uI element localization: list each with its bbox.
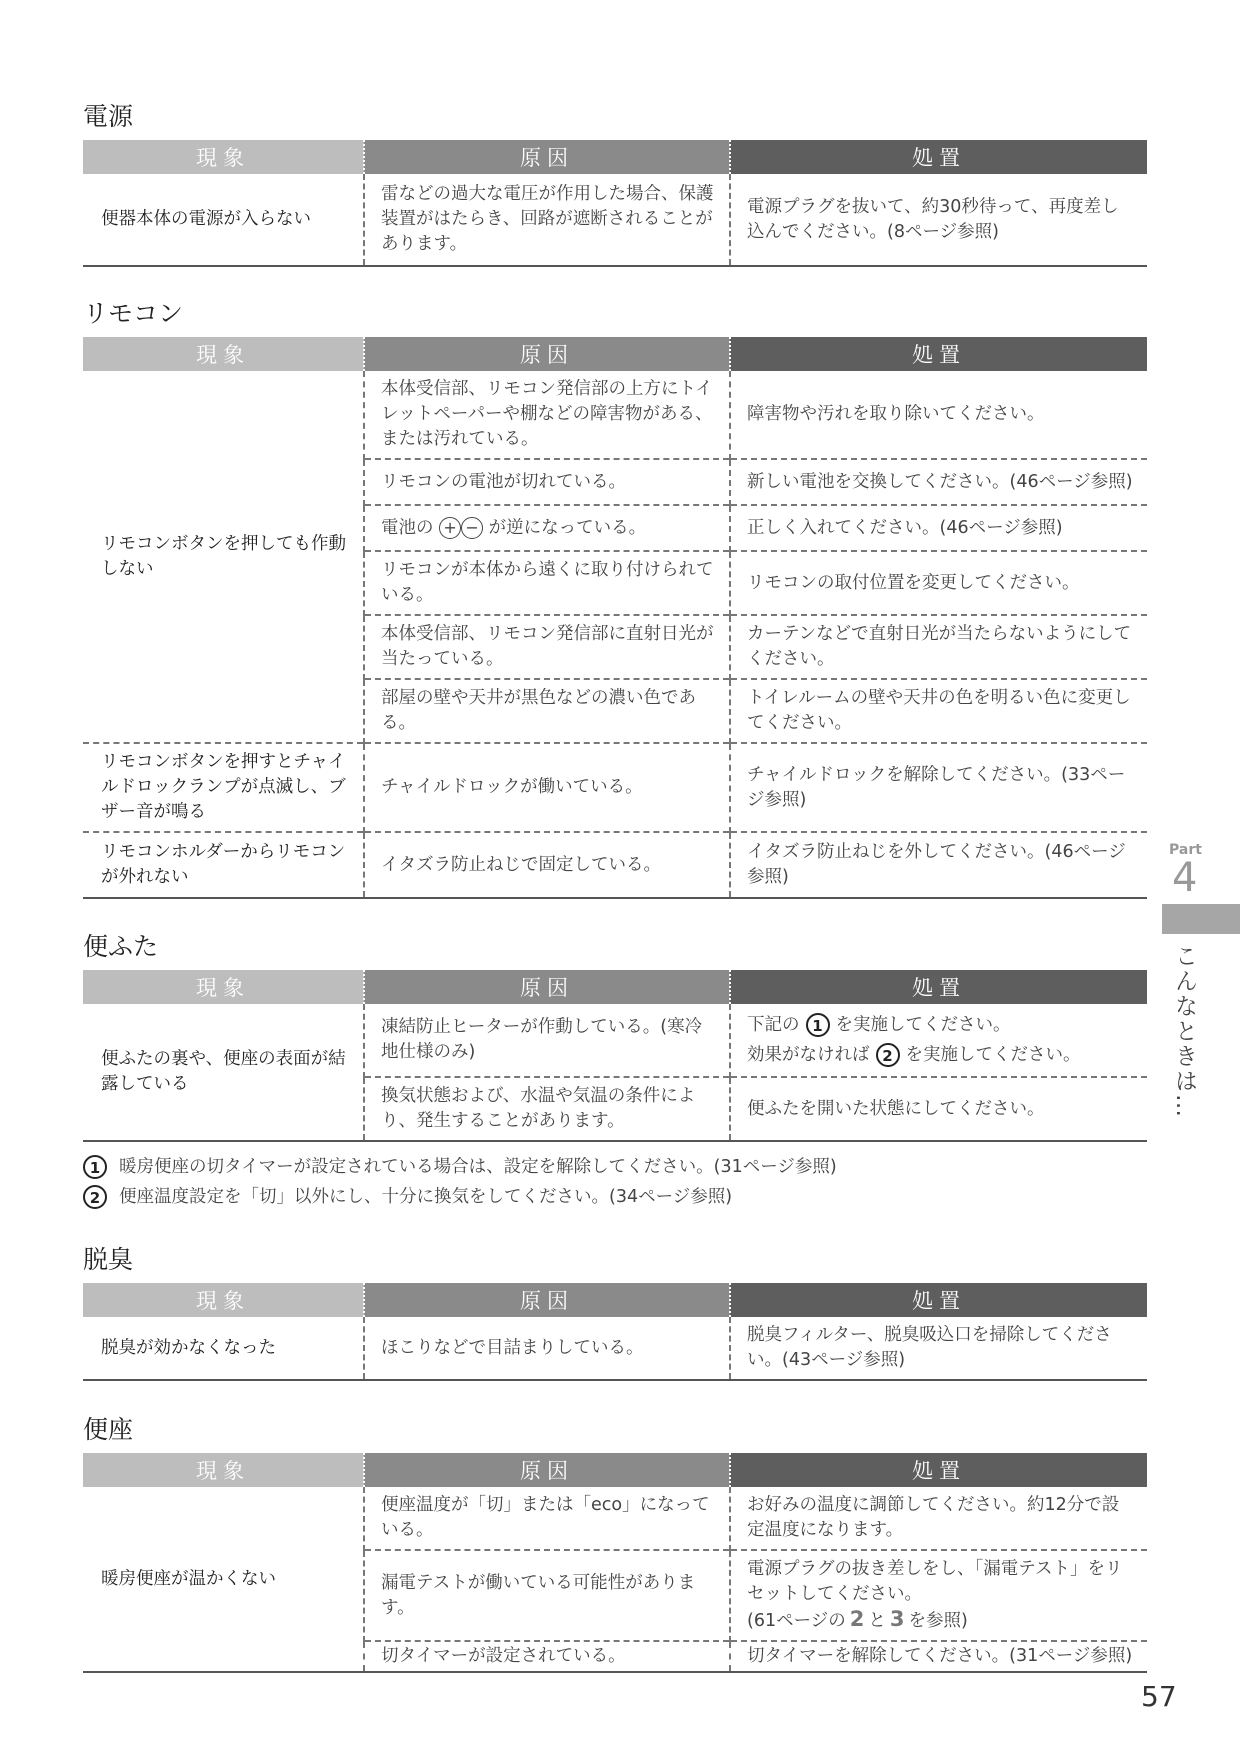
remedy-cell: 切タイマーを解除してください。(31ページ参照) <box>730 1641 1147 1672</box>
circled-number-2: 2 <box>876 1043 900 1067</box>
cause-prefix: 電池の <box>381 517 434 538</box>
remedy-cell: 新しい電池を交換してください。(46ページ参照) <box>730 459 1147 505</box>
remedy-cell: リモコンの取付位置を変更してください。 <box>730 551 1147 615</box>
circled-number-1: 1 <box>83 1155 107 1179</box>
cause-cell: 便座温度が「切」または「eco」になっている。 <box>364 1487 730 1550</box>
section-remote <box>83 297 1147 899</box>
section-title-power: 電源 <box>83 102 134 131</box>
remedy-cell <box>730 1550 1147 1641</box>
cause-cell: イタズラ防止ねじで固定している。 <box>364 832 730 898</box>
cause-cell: チャイルドロックが働いている。 <box>364 743 730 832</box>
header-remedy: 処置 <box>730 1453 1147 1487</box>
header-symptom: 現象 <box>83 970 364 1004</box>
cause-cell: リモコンの電池が切れている。 <box>364 459 730 505</box>
remedy-cell: 正しく入れてください。(46ページ参照) <box>730 505 1147 551</box>
header-remedy: 処置 <box>730 140 1147 174</box>
remedy-cell: チャイルドロックを解除してください。(33ページ参照) <box>730 743 1147 832</box>
step-number-2: 2 <box>849 1607 865 1631</box>
cause-cell: 換気状態および、水温や気温の条件により、発生することがあります。 <box>364 1077 730 1141</box>
header-symptom: 現象 <box>83 1453 364 1487</box>
remedy-text: を実施してください。 <box>905 1045 1081 1065</box>
remedy-text: (61ページの <box>747 1611 846 1631</box>
remedy-cell: イタズラ防止ねじを外してください。(46ページ参照) <box>730 832 1147 898</box>
cause-cell: リモコンが本体から遠くに取り付けられている。 <box>364 551 730 615</box>
cause-suffix: が逆になっている。 <box>488 517 647 538</box>
remedy-text: を実施してください。 <box>835 1015 1011 1035</box>
header-cause: 原因 <box>364 1453 730 1487</box>
remedy-cell: 電源プラグを抜いて、約30秒待って、再度差し込んでください。(8ページ参照) <box>747 196 1119 242</box>
symptom-cell: 暖房便座が温かくない <box>101 1568 276 1589</box>
cause-cell: 本体受信部、リモコン発信部の上方にトイレットペーパーや棚などの障害物がある、または汚れている。 <box>364 371 730 459</box>
circled-number-1: 1 <box>806 1013 830 1037</box>
remedy-cell <box>730 1004 1147 1077</box>
section-title-seat: 便座 <box>83 1415 134 1444</box>
section-power <box>83 100 1147 267</box>
table-seat <box>83 1453 1147 1673</box>
note-2 <box>83 1182 1147 1212</box>
note-text: 暖房便座の切タイマーが設定されている場合は、設定を解除してください。(31ページ参照) <box>119 1157 837 1177</box>
remedy-cell: 便ふたを開いた状態にしてください。 <box>730 1077 1147 1141</box>
symptom-cell: リモコンボタンを押すとチャイルドロックランプが点滅し、ブザー音が鳴る <box>83 743 364 832</box>
cause-cell: 切タイマーが設定されている。 <box>364 1641 730 1672</box>
symptom-cell: リモコンボタンを押しても作動しない <box>101 533 346 579</box>
cause-cell: 凍結防止ヒーターが作動している。(寒冷地仕様のみ) <box>364 1004 730 1077</box>
remedy-cell: トイレルームの壁や天井の色を明るい色に変更してください。 <box>730 679 1147 743</box>
header-symptom: 現象 <box>83 1283 364 1317</box>
part-number: 4 <box>1172 855 1198 901</box>
cause-cell <box>364 505 730 551</box>
header-symptom: 現象 <box>83 140 364 174</box>
remedy-text: 効果がなければ <box>747 1045 870 1065</box>
page-number: 57 <box>1141 1680 1177 1713</box>
section-title-remote: リモコン <box>83 299 184 328</box>
table-power <box>83 140 1147 267</box>
section-seat <box>83 1413 1147 1673</box>
symptom-cell: リモコンホルダーからリモコンが外れない <box>83 832 364 898</box>
section-lid <box>83 930 1147 1212</box>
cause-cell: ほこりなどで目詰まりしている。 <box>364 1317 730 1380</box>
part-label: Part <box>1169 842 1202 858</box>
header-cause: 原因 <box>364 1283 730 1317</box>
section-title-deodorize: 脱臭 <box>83 1245 134 1274</box>
chapter-title: こんなときは… <box>1171 944 1197 1119</box>
header-cause: 原因 <box>364 337 730 371</box>
symptom-cell: 便器本体の電源が入らない <box>101 209 311 229</box>
step-number-3: 3 <box>889 1607 905 1631</box>
remedy-cell: お好みの温度に調節してください。約12分で設定温度になります。 <box>747 1495 1120 1540</box>
cause-cell: 雷などの過大な電圧が作用した場合、保護装置がはたらき、回路が遮断されることがあります。 <box>364 174 730 266</box>
remedy-cell: カーテンなどで直射日光が当たらないようにしてください。 <box>730 615 1147 679</box>
cause-cell: 部屋の壁や天井が黒色などの濃い色である。 <box>364 679 730 743</box>
symptom-cell: 脱臭が効かなくなった <box>101 1337 276 1358</box>
cause-cell: 本体受信部、リモコン発信部に直射日光が当たっている。 <box>364 615 730 679</box>
table-lid <box>83 970 1147 1142</box>
header-remedy: 処置 <box>730 1283 1147 1317</box>
symptom-cell: 便ふたの裏や、便座の表面が結露している <box>101 1049 346 1094</box>
table-row <box>83 174 1147 266</box>
circled-number-2: 2 <box>83 1185 107 1209</box>
section-deodorize <box>83 1243 1147 1381</box>
table-row <box>83 743 1147 832</box>
lid-notes <box>83 1152 1147 1212</box>
cause-cell: 漏電テストが働いている可能性があります。 <box>364 1550 730 1641</box>
header-remedy: 処置 <box>730 337 1147 371</box>
header-remedy: 処置 <box>730 970 1147 1004</box>
part-tab-bar <box>1162 904 1240 934</box>
header-symptom: 現象 <box>83 337 364 371</box>
remedy-text: を参照) <box>908 1611 968 1631</box>
table-deodorize <box>83 1283 1147 1381</box>
plus-icon: + <box>439 517 461 539</box>
remedy-text: 下記の <box>747 1015 800 1035</box>
table-row <box>83 371 1147 459</box>
note-text: 便座温度設定を「切」以外にし、十分に換気をしてください。(34ページ参照) <box>119 1187 733 1207</box>
remedy-text: と <box>868 1611 886 1631</box>
table-row <box>83 1317 1147 1380</box>
section-title-lid: 便ふた <box>83 932 159 961</box>
table-remote <box>83 337 1147 899</box>
table-row <box>83 1004 1147 1077</box>
remedy-cell: 障害物や汚れを取り除いてください。 <box>747 404 1045 424</box>
table-row <box>83 1487 1147 1550</box>
remedy-cell: 脱臭フィルター、脱臭吸込口を掃除してください。(43ページ参照) <box>747 1325 1112 1370</box>
minus-icon: − <box>461 517 483 539</box>
header-cause: 原因 <box>364 140 730 174</box>
table-row <box>83 832 1147 898</box>
header-cause: 原因 <box>364 970 730 1004</box>
note-1 <box>83 1152 1147 1182</box>
remedy-text: 電源プラグの抜き差しをし、「漏電テスト」をリセットしてください。 <box>747 1559 1123 1604</box>
